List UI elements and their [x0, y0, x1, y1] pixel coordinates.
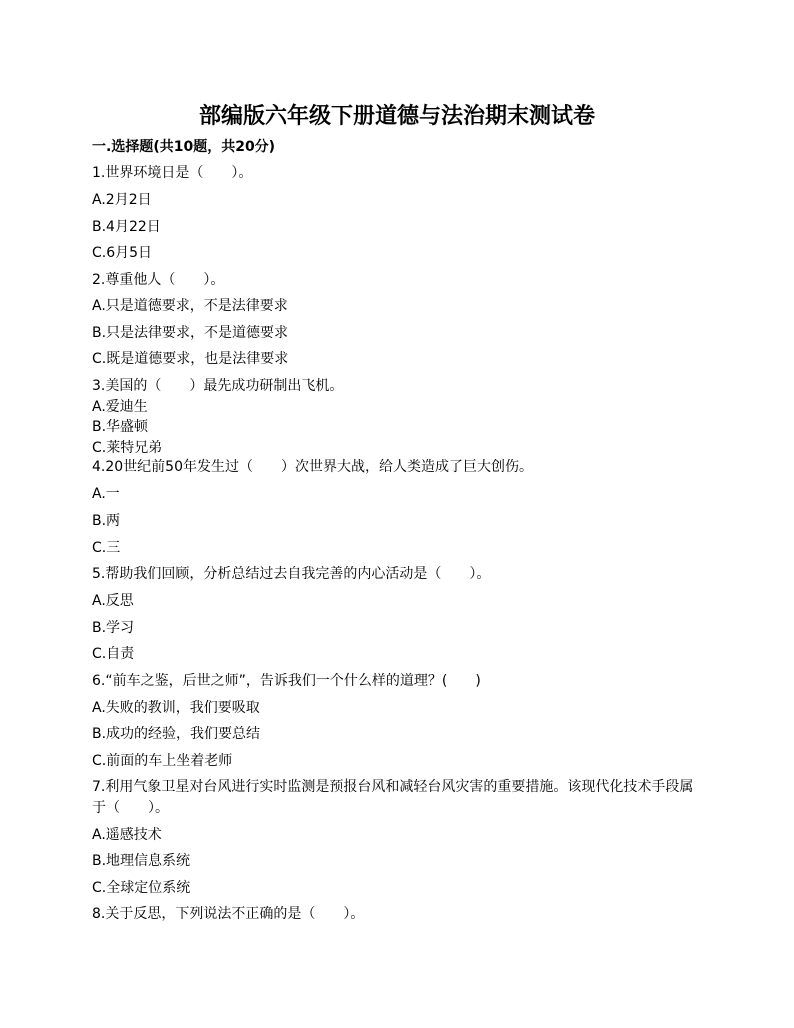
- question-7-option-b: B.地理信息系统: [92, 853, 191, 869]
- question-5-option-c: C.自责: [92, 646, 135, 662]
- question-6-option-b: B.成功的经验，我们要总结: [92, 726, 261, 742]
- question-2-option-a: A.只是道德要求，不是法律要求: [92, 298, 288, 314]
- question-8-stem: 8.关于反思，下列说法不正确的是（ ）。: [92, 906, 365, 922]
- question-1-option-c: C.6月5日: [92, 245, 153, 261]
- question-7-option-a: A.遥感技术: [92, 827, 162, 843]
- question-3-stem: 3.美国的（ ）最先成功研制出飞机。: [92, 378, 344, 394]
- question-3-option-a: A.爱迪生: [92, 399, 148, 415]
- question-5-stem: 5.帮助我们回顾，分析总结过去自我完善的内心活动是（ ）。: [92, 566, 491, 582]
- question-2-option-b: B.只是法律要求，不是道德要求: [92, 325, 289, 341]
- section-heading: 一.选择题(共10题，共20分): [92, 139, 276, 155]
- question-5-option-a: A.反思: [92, 593, 134, 609]
- question-2-option-c: C.既是道德要求，也是法律要求: [92, 351, 289, 367]
- question-7-stem: 7.利用气象卫星对台风进行实时监测是预报台风和减轻台风灾害的重要措施。该现代化技术手段属于（ ）。: [92, 779, 694, 816]
- exam-title: 部编版六年级下册道德与法治期末测试卷: [198, 103, 595, 129]
- question-1-stem: 1.世界环境日是（ ）。: [92, 165, 253, 181]
- question-1-option-a: A.2月2日: [92, 192, 152, 208]
- question-3-option-c: C.莱特兄弟: [92, 440, 163, 456]
- question-6-option-c: C.前面的车上坐着老师: [92, 753, 233, 769]
- question-3-option-b: B.华盛顿: [92, 419, 149, 435]
- question-6-option-a: A.失败的教训，我们要吸取: [92, 700, 260, 716]
- question-1-option-b: B.4月22日: [92, 219, 161, 235]
- question-2-stem: 2.尊重他人（ ）。: [92, 272, 225, 288]
- question-7-option-c: C.全球定位系统: [92, 880, 191, 896]
- question-4-option-c: C.三: [92, 540, 121, 556]
- question-5-option-b: B.学习: [92, 620, 135, 636]
- question-4-stem: 4.20世纪前50年发生过（ ）次世界大战，给人类造成了巨大创伤。: [92, 459, 533, 475]
- question-4-option-b: B.两: [92, 513, 121, 529]
- question-4-option-a: A.一: [92, 486, 120, 502]
- question-6-stem: 6.“前车之鉴，后世之师”，告诉我们一个什么样的道理？( ): [92, 673, 481, 689]
